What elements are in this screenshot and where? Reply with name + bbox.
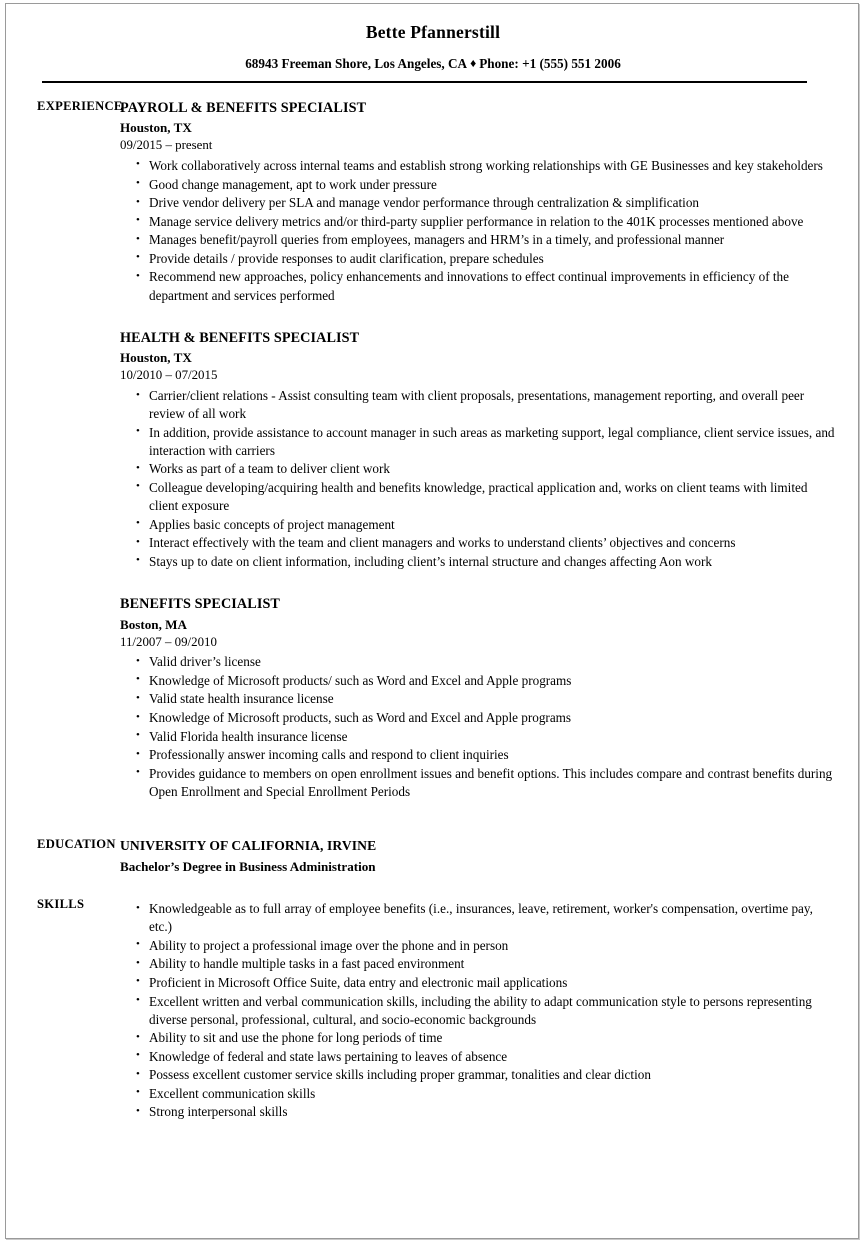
- education-item: [120, 837, 838, 875]
- list-item: • Manages benefit/payroll queries from employees, managers and HRM’s in a timely, and professional manner: [120, 231, 838, 249]
- experience-item: [120, 329, 838, 571]
- experience-spacer: [120, 571, 838, 595]
- list-item: • Possess excellent customer service skills including proper grammar, tonalities and clear diction: [120, 1066, 838, 1084]
- list-item: • Good change management, apt to work under pressure: [120, 176, 838, 194]
- list-item: • Ability to sit and use the phone for long periods of time: [120, 1029, 838, 1047]
- education-body: [120, 837, 866, 875]
- list-item: • Applies basic concepts of project management: [120, 516, 838, 534]
- experience-body: [120, 99, 866, 801]
- job-bullet-list: [120, 653, 838, 801]
- section-label-experience: EXPERIENCE: [37, 99, 123, 114]
- skills-bullet-list: [120, 900, 838, 1121]
- section-education: [0, 837, 866, 875]
- list-item: • Ability to handle multiple tasks in a fast paced environment: [120, 955, 838, 973]
- job-location: Houston, TX: [120, 350, 192, 366]
- list-item: • Ability to project a professional image over the phone and in person: [120, 937, 838, 955]
- list-item: • Recommend new approaches, policy enhancements and innovations to effect continual improvements in efficiency of the department and services performed: [120, 268, 838, 304]
- list-item: • Manage service delivery metrics and/or third-party supplier performance in relation to the 401K processes mentioned above: [120, 213, 838, 231]
- section-label-skills: SKILLS: [37, 897, 85, 912]
- experience-spacer: [120, 305, 838, 329]
- contact-phone: Phone: +1 (555) 551 2006: [479, 56, 621, 71]
- list-item: • Knowledge of federal and state laws pertaining to leaves of absence: [120, 1048, 838, 1066]
- list-item: • Valid driver’s license: [120, 653, 838, 671]
- list-item: • Valid Florida health insurance license: [120, 728, 838, 746]
- list-item: • Colleague developing/acquiring health and benefits knowledge, practical application and, works on client teams with limited client exposure: [120, 479, 838, 515]
- job-title: BENEFITS SPECIALIST: [120, 596, 280, 613]
- job-dates: 09/2015 – present: [120, 138, 213, 153]
- candidate-name: Bette Pfannerstill: [365, 22, 501, 42]
- list-item: • Provide details / provide responses to audit clarification, prepare schedules: [120, 250, 838, 268]
- job-dates: 10/2010 – 07/2015: [120, 368, 218, 383]
- list-item: • Interact effectively with the team and client managers and works to understand clients’ objectives and concerns: [120, 534, 838, 552]
- skills-section-spacer: [0, 875, 866, 897]
- list-item: • Strong interpersonal skills: [120, 1103, 838, 1121]
- list-item: • Proficient in Microsoft Office Suite, data entry and electronic mail applications: [120, 974, 838, 992]
- job-location: Boston, MA: [120, 616, 187, 632]
- list-item: • Knowledge of Microsoft products/ such as Word and Excel and Apple programs: [120, 672, 838, 690]
- job-bullet-list: [120, 387, 838, 571]
- job-title: HEALTH & BENEFITS SPECIALIST: [120, 330, 360, 347]
- degree-name: Bachelor’s Degree in Business Administration: [120, 859, 376, 875]
- school-name: UNIVERSITY OF CALIFORNIA, IRVINE: [120, 838, 377, 854]
- section-label-education: EDUCATION: [37, 837, 116, 852]
- experience-item: [120, 99, 838, 305]
- list-item: • Professionally answer incoming calls and respond to client inquiries: [120, 746, 838, 764]
- list-item: • Knowledge of Microsoft products, such as Word and Excel and Apple programs: [120, 709, 838, 727]
- job-bullet-list: [120, 157, 838, 305]
- contact-address: 68943 Freeman Shore, Los Angeles, CA: [245, 56, 468, 71]
- list-item: • Valid state health insurance license: [120, 690, 838, 708]
- job-location: Houston, TX: [120, 120, 192, 136]
- list-item: • Provides guidance to members on open enrollment issues and benefit options. This includes compare and contrast benefits during Open Enrollment and Special Enrollment Periods: [120, 765, 838, 801]
- contact-line: [0, 56, 866, 72]
- list-item: • Work collaboratively across internal teams and establish strong working relationships with GE Businesses and key stakeholders: [120, 157, 838, 175]
- list-item: • Carrier/client relations - Assist consulting team with client proposals, presentations, management reporting, and overall peer review of all work: [120, 387, 838, 423]
- section-experience: [0, 99, 866, 801]
- job-title: PAYROLL & BENEFITS SPECIALIST: [120, 100, 367, 117]
- resume-header: [0, 0, 866, 72]
- list-item: • In addition, provide assistance to account manager in such areas as marketing support, legal compliance, client service issues, and interaction with carriers: [120, 424, 838, 460]
- list-item: • Stays up to date on client information, including client’s internal structure and changes affecting Aon work: [120, 553, 838, 571]
- education-section-spacer: [0, 801, 866, 837]
- list-item: • Knowledgeable as to full array of employee benefits (i.e., insurances, leave, retirement, worker's compensation, overtime pay, etc.): [120, 900, 838, 936]
- list-item: • Excellent written and verbal communication skills, including the ability to adapt communication style to persons representing diverse personal, professional, cultural, and socio-economic backgrounds: [120, 993, 838, 1029]
- list-item: • Excellent communication skills: [120, 1085, 838, 1103]
- list-item: • Drive vendor delivery per SLA and manage vendor performance through centralization & simplification: [120, 194, 838, 212]
- list-item: • Works as part of a team to deliver client work: [120, 460, 838, 478]
- header-divider: [42, 81, 807, 83]
- experience-item: [120, 595, 838, 801]
- diamond-separator-icon: ♦: [470, 56, 477, 70]
- skills-body: [120, 897, 866, 1122]
- job-dates: 11/2007 – 09/2010: [120, 634, 217, 649]
- section-skills: [0, 897, 866, 1122]
